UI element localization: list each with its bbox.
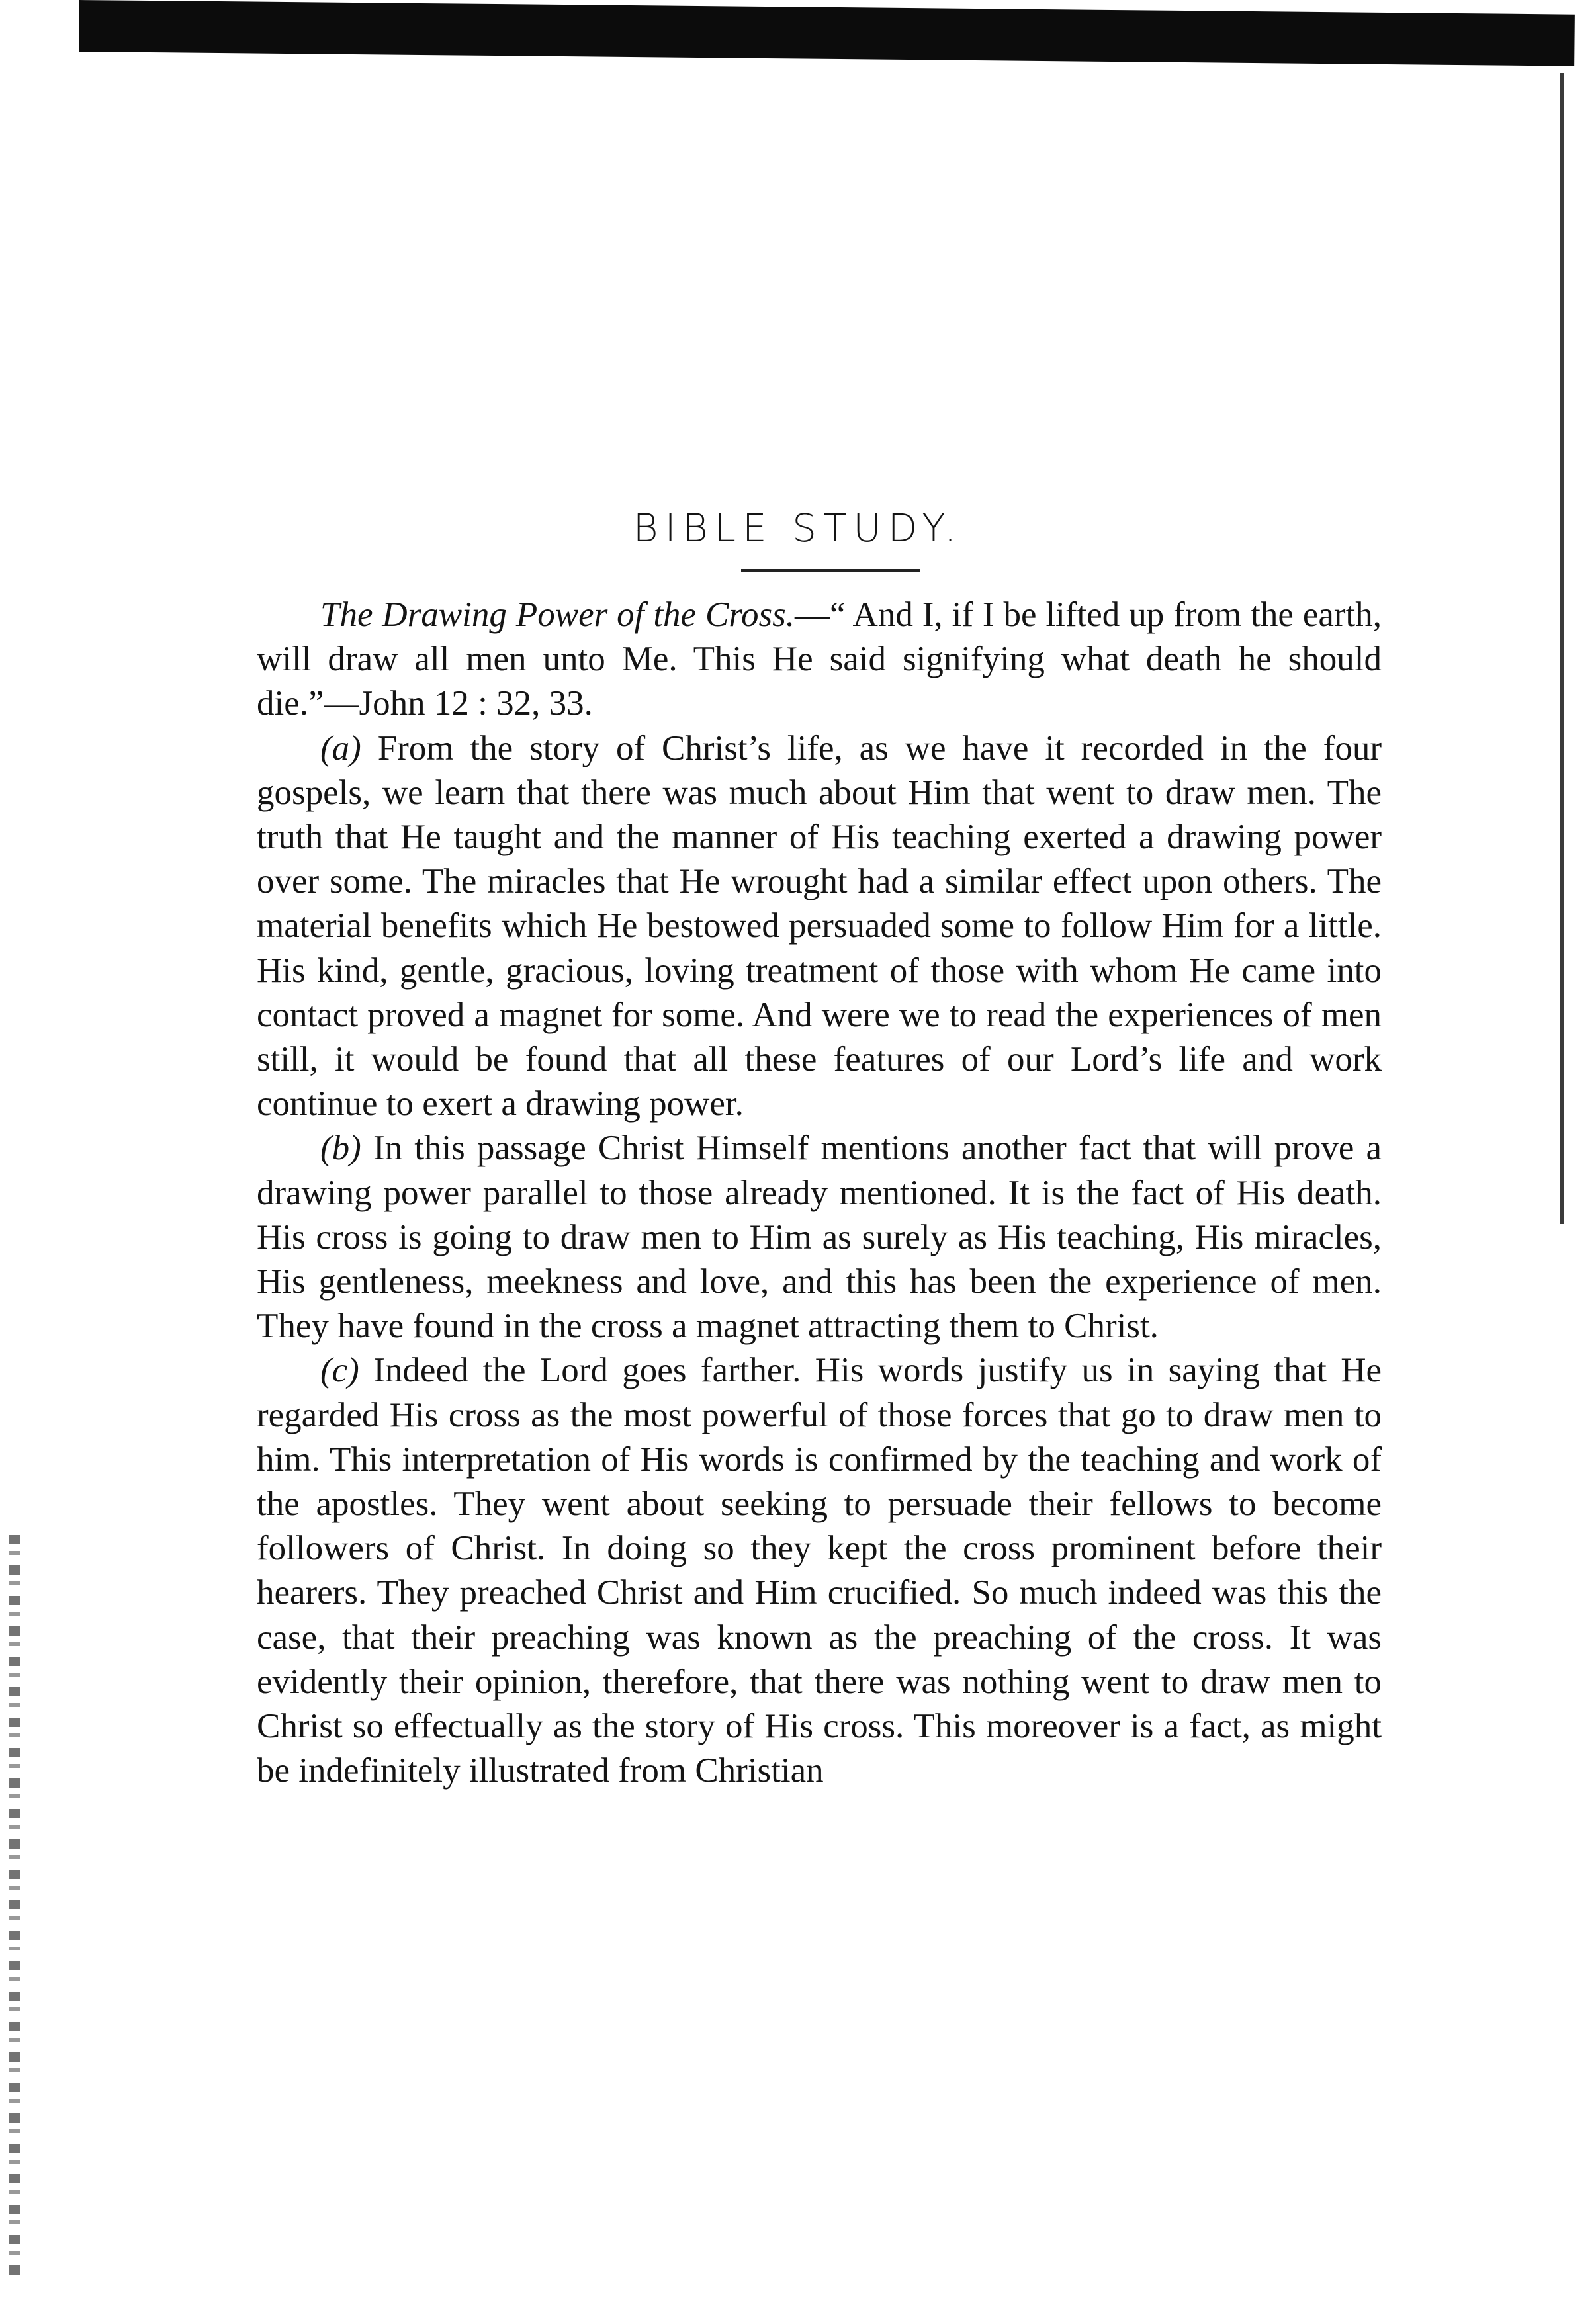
paragraph-a	[257, 726, 1382, 1127]
paragraph-text: In this passage Christ Himself mentions another fact that will prove a drawing power parallel to those already mentioned. It is the fact of His death. His cross is going to draw men to Him as surely as His teaching, His miracles, His gentleness, meekness and love, and this has been the experience of men. They have found in the cross a magnet attracting them to Christ.	[257, 1129, 1382, 1346]
scan-right-border	[1560, 73, 1564, 1224]
article-body	[257, 593, 1382, 1793]
scan-left-edge-artifact	[9, 1535, 20, 2276]
intro-title: The Drawing Power of the Cross.	[320, 595, 795, 634]
heading-rule	[741, 569, 920, 572]
intro-paragraph	[257, 593, 1382, 726]
paragraph-marker: (c)	[320, 1351, 359, 1390]
paragraph-b	[257, 1126, 1382, 1348]
scan-top-border	[79, 0, 1575, 66]
page-heading: BIBLE STUDY.	[633, 505, 963, 550]
paragraph-marker: (a)	[320, 728, 361, 767]
paragraph-c	[257, 1348, 1382, 1793]
paragraph-marker: (b)	[320, 1129, 361, 1168]
paragraph-text: Indeed the Lord goes farther. His words justify us in saying that He regarded His cross as the most powerful of those forces that go to draw men to him. This interpretation of His words is confirmed by the teaching and work of the apostles. They went about seeking to persuade their fellows to become followers of Christ. In doing so they kept the cross prominent before their hearers. They preached Christ and Him crucified. So much indeed was this the case, that their preaching was known as the preaching of the cross. It was evidently their opinion, therefore, that there was nothing went to draw men to Christ so effectually as the story of His cross. This moreover is a fact, as might be indefinitely illustrated from Christian	[257, 1351, 1382, 1790]
paragraph-text: From the story of Christ’s life, as we have it recorded in the four gospels, we learn that there was much about Him that went to draw men. The truth that He taught and the manner of His teaching exerted a drawing power over some. The miracles that He wrought had a similar effect upon others. The material benefits which He bestowed persuaded some to follow Him for a little. His kind, gentle, gracious, loving treatment of those with whom He came into contact proved a magnet for some. And were we to read the experiences of men still, it would be found that all these features of our Lord’s life and work continue to exert a drawing power.	[257, 728, 1382, 1123]
intro-text: —“ And I, if I be lifted up from the earth, will draw all men unto Me. This He said signifying what death he should die.”—John 12 : 32, 33.	[257, 595, 1382, 723]
